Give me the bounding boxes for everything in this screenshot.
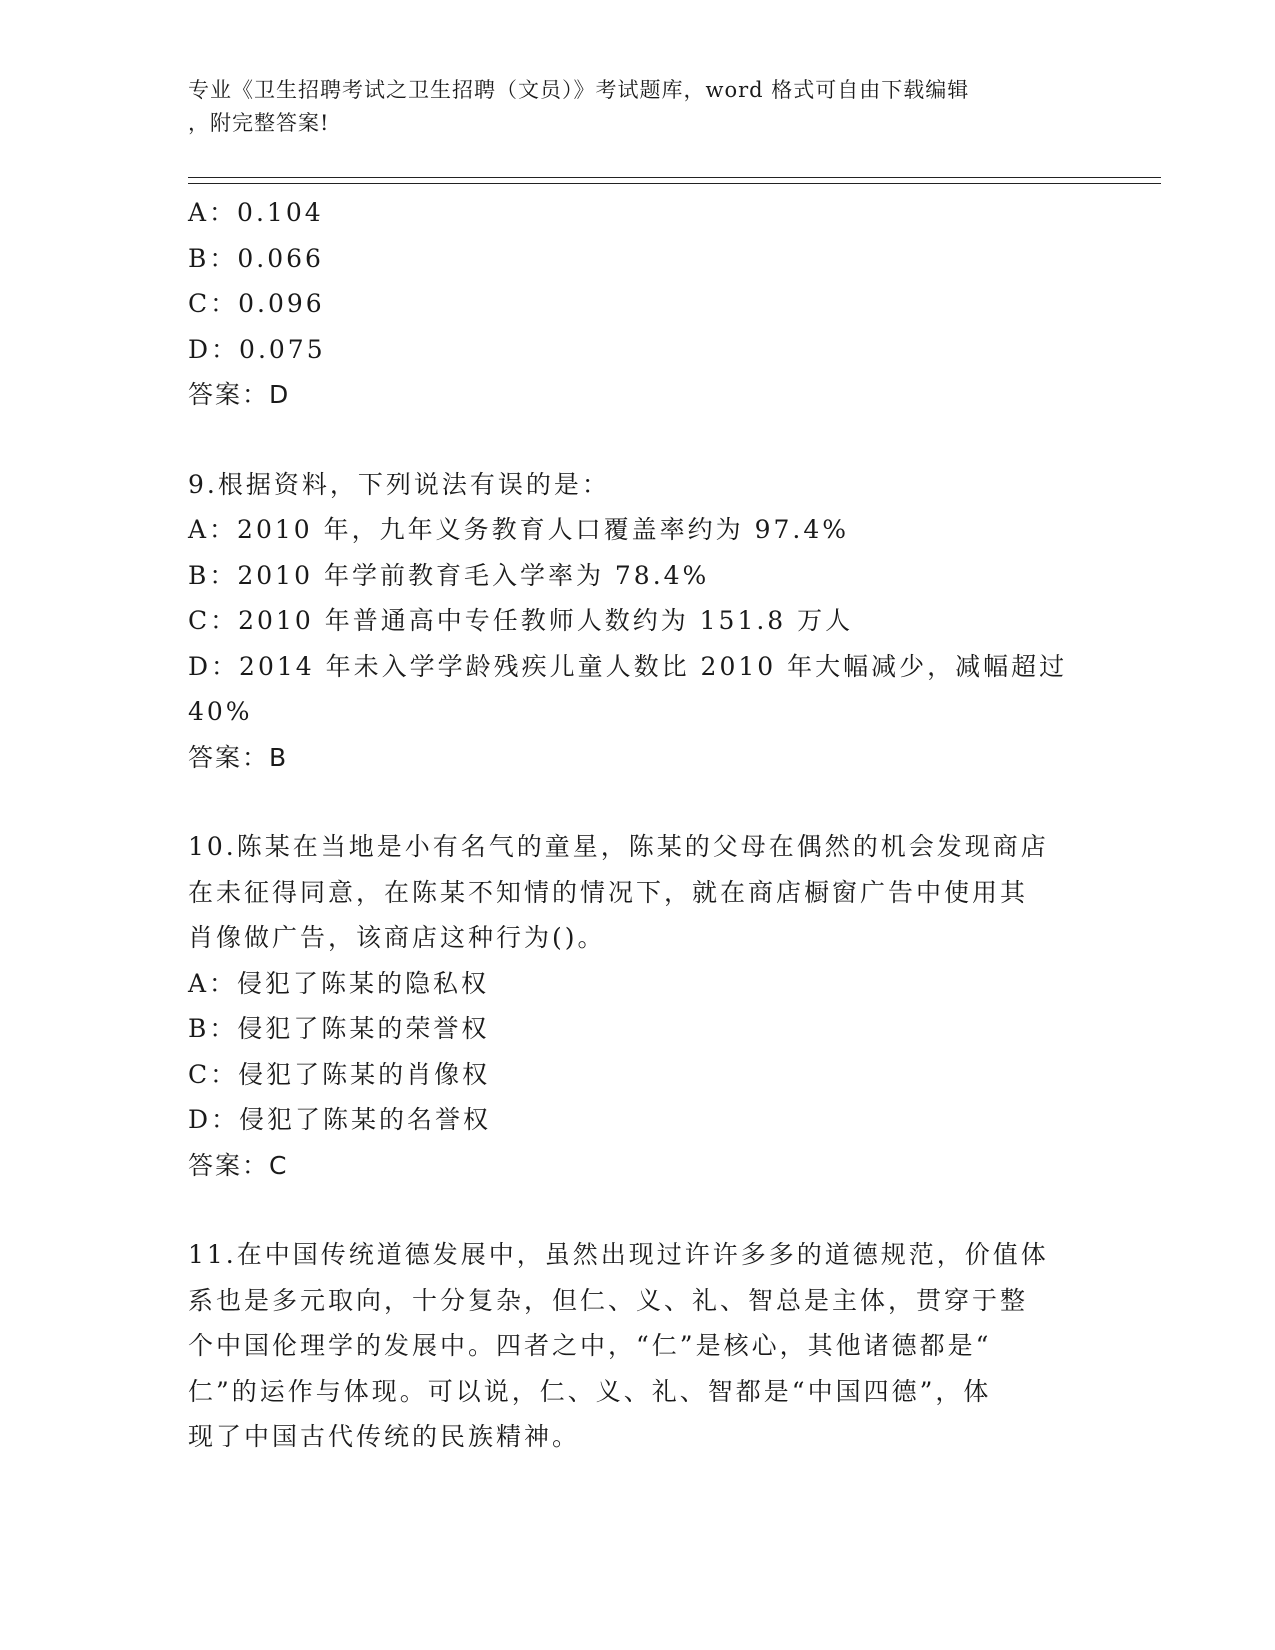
q9-stem: 9.根据资料，下列说法有误的是： <box>188 469 610 499</box>
q9-option-a: A：2010 年，九年义务教育人口覆盖率约为 97.4% <box>188 515 849 544</box>
question-9 <box>188 462 1088 781</box>
q10-stem-line: 在未征得同意，在陈某不知情的情况下，就在商店橱窗广告中使用其 <box>188 877 1029 907</box>
question-10 <box>188 824 1088 1188</box>
q10-stem-line: 10.陈某在当地是小有名气的童星，陈某的父母在偶然的机会发现商店 <box>188 832 1049 861</box>
header-divider-top <box>188 177 1161 178</box>
spacer <box>188 418 1088 462</box>
question-content <box>188 190 1088 1460</box>
q11-stem-line: 现了中国古代传统的民族精神。 <box>188 1422 581 1451</box>
question-8 <box>188 190 1088 418</box>
q11-stem-line: 系也是多元取向，十分复杂，但仁、义、礼、智总是主体，贯穿于整 <box>188 1285 1029 1315</box>
q8-option-b: B：0.066 <box>188 243 324 273</box>
q10-option-b: B：侵犯了陈某的荣誉权 <box>188 1014 490 1043</box>
question-11 <box>188 1232 1088 1460</box>
document-header <box>188 74 1088 140</box>
q8-option-d: D：0.075 <box>188 334 326 364</box>
spacer <box>188 1188 1088 1232</box>
q10-answer: 答案：C <box>188 1150 289 1180</box>
q9-option-d-continued: 40% <box>188 697 253 726</box>
q9-answer: 答案：B <box>188 742 289 772</box>
q10-option-a: A：侵犯了陈某的隐私权 <box>188 968 490 998</box>
q11-stem-line: 11.在中国传统道德发展中，虽然出现过许许多多的道德规范，价值体 <box>188 1240 1049 1269</box>
q9-option-c: C：2010 年普通高中专任教师人数约为 151.8 万人 <box>188 606 854 635</box>
q10-option-c: C：侵犯了陈某的肖像权 <box>188 1059 491 1089</box>
q8-option-c: C：0.096 <box>188 289 325 318</box>
q10-option-d: D：侵犯了陈某的名誉权 <box>188 1105 492 1134</box>
q11-stem-line: 个中国伦理学的发展中。四者之中，“仁”是核心，其他诸德都是“ <box>188 1331 992 1360</box>
q11-stem-line: 仁”的运作与体现。可以说，仁、义、礼、智都是“中国四德”，体 <box>188 1376 992 1406</box>
q10-stem-line: 肖像做广告，该商店这种行为()。 <box>188 923 606 952</box>
spacer <box>188 780 1088 824</box>
header-divider-bottom <box>188 183 1161 184</box>
q9-option-d: D：2014 年未入学学龄残疾儿童人数比 2010 年大幅减少，减幅超过 <box>188 651 1068 681</box>
q8-answer: 答案：D <box>188 380 291 409</box>
q9-option-b: B：2010 年学前教育毛入学率为 78.4% <box>188 560 710 590</box>
q8-option-a: A：0.104 <box>188 198 324 227</box>
header-line-1: 专业《卫生招聘考试之卫生招聘（文员）》考试题库，word 格式可自由下载编辑 <box>188 78 970 102</box>
header-line-2: ，附完整答案! <box>188 111 330 135</box>
